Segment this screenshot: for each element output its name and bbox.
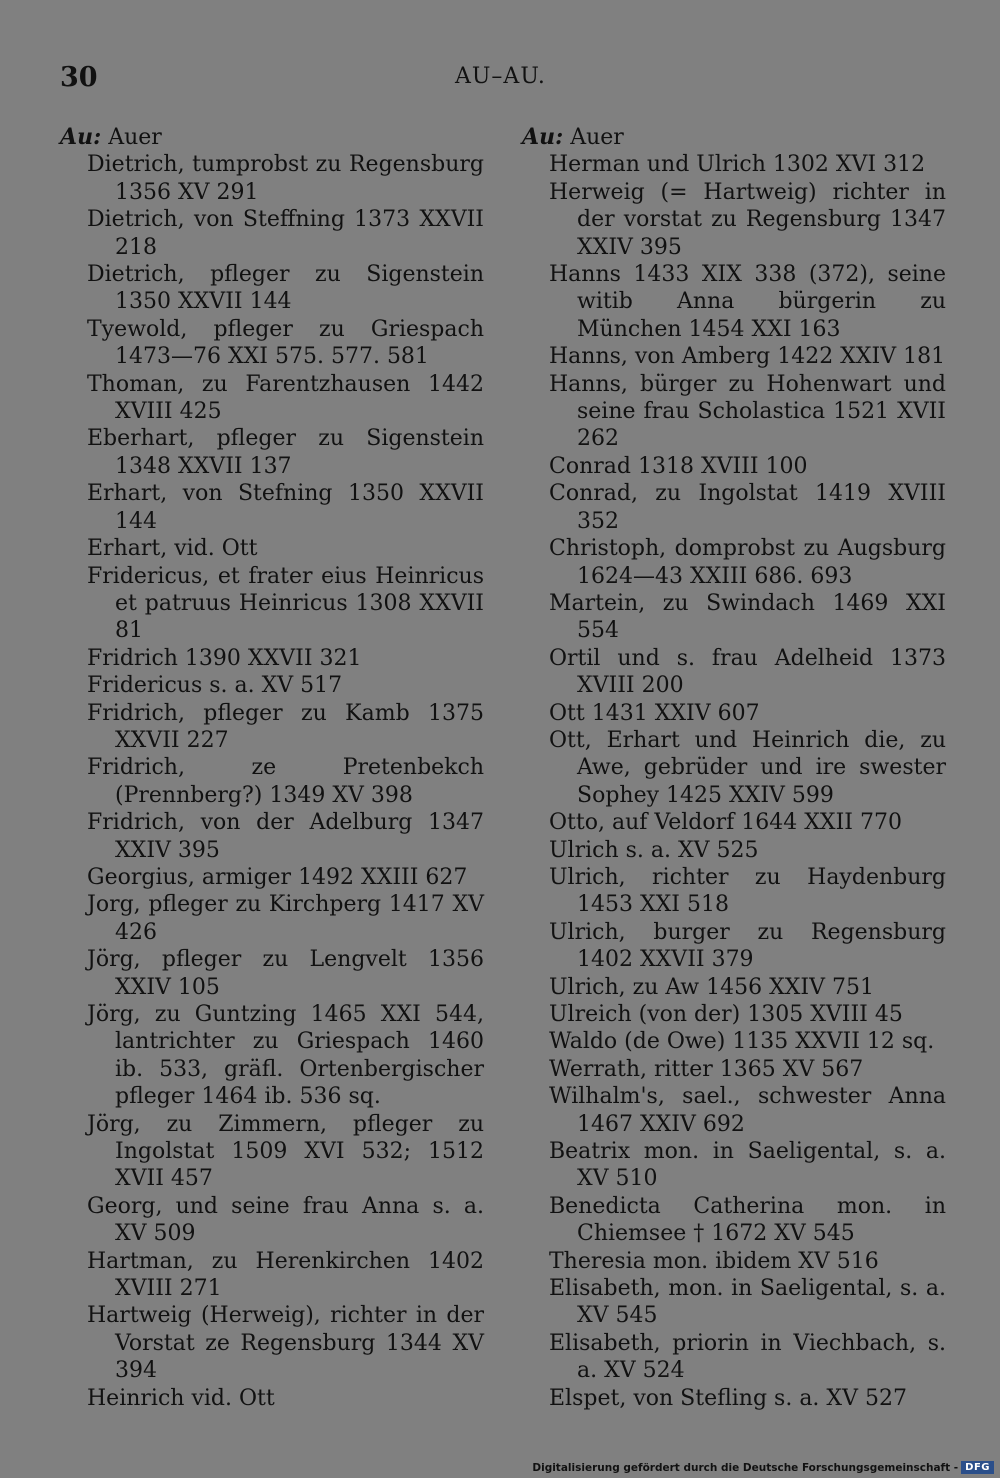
index-entry: Wilhalm's, sael., schwester Anna 1467 XXIV 692	[549, 1084, 946, 1137]
index-entry: Beatrix mon. in Saeligental, s. a. XV 510	[549, 1139, 946, 1192]
index-entry: Hanns, von Amberg 1422 XXIV 181	[549, 344, 946, 370]
index-entry: Fridericus, et frater eius Heinricus et patruus Heinricus 1308 XXVII 81	[87, 563, 484, 644]
index-entry: Fridrich, pfleger zu Kamb 1375 XXVII 227	[87, 700, 484, 753]
index-entry: Erhart, von Stefning 1350 XXVII 144	[87, 481, 484, 534]
index-entry: Werrath, ritter 1365 XV 567	[549, 1056, 864, 1082]
index-entry: Theresia mon. ibidem XV 516	[549, 1248, 879, 1274]
page-number: 30	[60, 62, 98, 93]
index-entry: Heinrich vid. Ott	[87, 1385, 275, 1411]
index-entry: Dietrich, tumprobst zu Regensburg 1356 XV 291	[87, 152, 484, 205]
index-entry: Dietrich, pfleger zu Sigenstein 1350 XXVII 144	[87, 262, 484, 315]
group-abbreviation: Au:	[522, 124, 564, 150]
group-name: Auer	[108, 125, 162, 150]
index-entry: Christoph, domprobst zu Augsburg 1624—43 XXIII 686. 693	[549, 536, 946, 589]
left-entry-list	[60, 151, 484, 1412]
index-entry: Eberhart, pfleger zu Sigenstein 1348 XXVII 137	[87, 426, 484, 479]
index-entry: Ulrich, zu Aw 1456 XXIV 751	[549, 974, 874, 1000]
index-entry: Georgius, armiger 1492 XXIII 627	[87, 864, 468, 890]
index-entry: Jörg, zu Zimmern, pfleger zu Ingolstat 1509 XVI 532; 1512 XVII 457	[87, 1111, 484, 1192]
right-entry-list	[522, 151, 946, 1412]
running-head: AU–AU.	[455, 64, 546, 89]
index-entry: Elisabeth, mon. in Saeligental, s. a. XV 545	[549, 1276, 946, 1329]
index-entry: Elisabeth, priorin in Viechbach, s. a. XV 524	[549, 1330, 946, 1384]
index-entry: Jorg, pfleger zu Kirchperg 1417 XV 426	[87, 892, 484, 945]
index-entry: Fridericus s. a. XV 517	[87, 673, 343, 699]
index-entry: Jörg, zu Guntzing 1465 XXI 544, lantrichter zu Griespach 1460 ib. 533, gräfl. Ortenbergischer pfleger 1464 ib. 536 sq.	[87, 1002, 484, 1110]
index-entry: Ulreich (von der) 1305 XVIII 45	[549, 1002, 903, 1027]
index-entry: Ortil und s. frau Adelheid 1373 XVIII 200	[549, 645, 946, 699]
group-heading	[522, 124, 946, 151]
index-entry: Georg, und seine frau Anna s. a. XV 509	[87, 1193, 484, 1247]
index-entry: Ott 1431 XXIV 607	[549, 700, 760, 726]
index-entry: Ulrich s. a. XV 525	[549, 837, 759, 863]
group-heading	[60, 124, 484, 151]
index-entry: Martein, zu Swindach 1469 XXI 554	[549, 590, 946, 644]
index-entry: Ulrich, burger zu Regensburg 1402 XXVII 379	[549, 919, 946, 973]
index-entry: Thoman, zu Farentzhausen 1442 XVIII 425	[87, 371, 484, 425]
index-entry: Hanns 1433 XIX 338 (372), seine witib Anna bürgerin zu München 1454 XXI 163	[549, 262, 946, 342]
index-entry: Conrad 1318 XVIII 100	[549, 453, 808, 479]
index-entry: Fridrich 1390 XXVII 321	[87, 645, 362, 671]
index-entry: Waldo (de Owe) 1135 XXVII 12 sq.	[549, 1029, 935, 1055]
index-entry: Ulrich, richter zu Haydenburg 1453 XXI 518	[549, 864, 946, 918]
index-entry: Erhart, vid. Ott	[87, 536, 258, 562]
index-entry: Dietrich, von Steffning 1373 XXVII 218	[87, 207, 484, 260]
index-entry: Jörg, pfleger zu Lengvelt 1356 XXIV 105	[87, 947, 484, 1000]
index-entry: Hartweig (Herweig), richter in der Vorstat ze Regensburg 1344 XV 394	[87, 1303, 484, 1384]
index-entry: Herweig (= Hartweig) richter in der vorstat zu Regensburg 1347 XXIV 395	[549, 179, 946, 260]
index-entry: Hartman, zu Herenkirchen 1402 XVIII 271	[87, 1248, 484, 1302]
group-abbreviation: Au:	[60, 124, 102, 150]
footer-text: Digitalisierung gefördert durch die Deutsche Forschungsgemeinschaft -	[532, 1461, 959, 1474]
index-entry: Fridrich, ze Pretenbekch (Prennberg?) 1349 XV 398	[87, 755, 484, 808]
left-column	[60, 124, 484, 1412]
index-entry: Ott, Erhart und Heinrich die, zu Awe, gebrüder und ire swester Sophey 1425 XXIV 599	[549, 727, 946, 808]
digitization-footer	[532, 1461, 994, 1474]
index-entry: Otto, auf Veldorf 1644 XXII 770	[549, 810, 902, 836]
index-entry: Fridrich, von der Adelburg 1347 XXIV 395	[87, 810, 484, 863]
group-name: Auer	[570, 125, 624, 150]
index-entry: Herman und Ulrich 1302 XVI 312	[549, 152, 926, 178]
index-entry: Benedicta Catherina mon. in Chiemsee † 1672 XV 545	[549, 1193, 946, 1247]
right-column	[522, 124, 946, 1412]
dfg-logo: DFG	[961, 1461, 994, 1474]
index-entry: Hanns, bürger zu Hohenwart und seine frau Scholastica 1521 XVII 262	[549, 371, 946, 452]
index-entry: Elspet, von Stefling s. a. XV 527	[549, 1385, 907, 1411]
index-entry: Conrad, zu Ingolstat 1419 XVIII 352	[549, 481, 946, 534]
index-entry: Tyewold, pfleger zu Griespach 1473—76 XXI 575. 577. 581	[87, 316, 484, 370]
